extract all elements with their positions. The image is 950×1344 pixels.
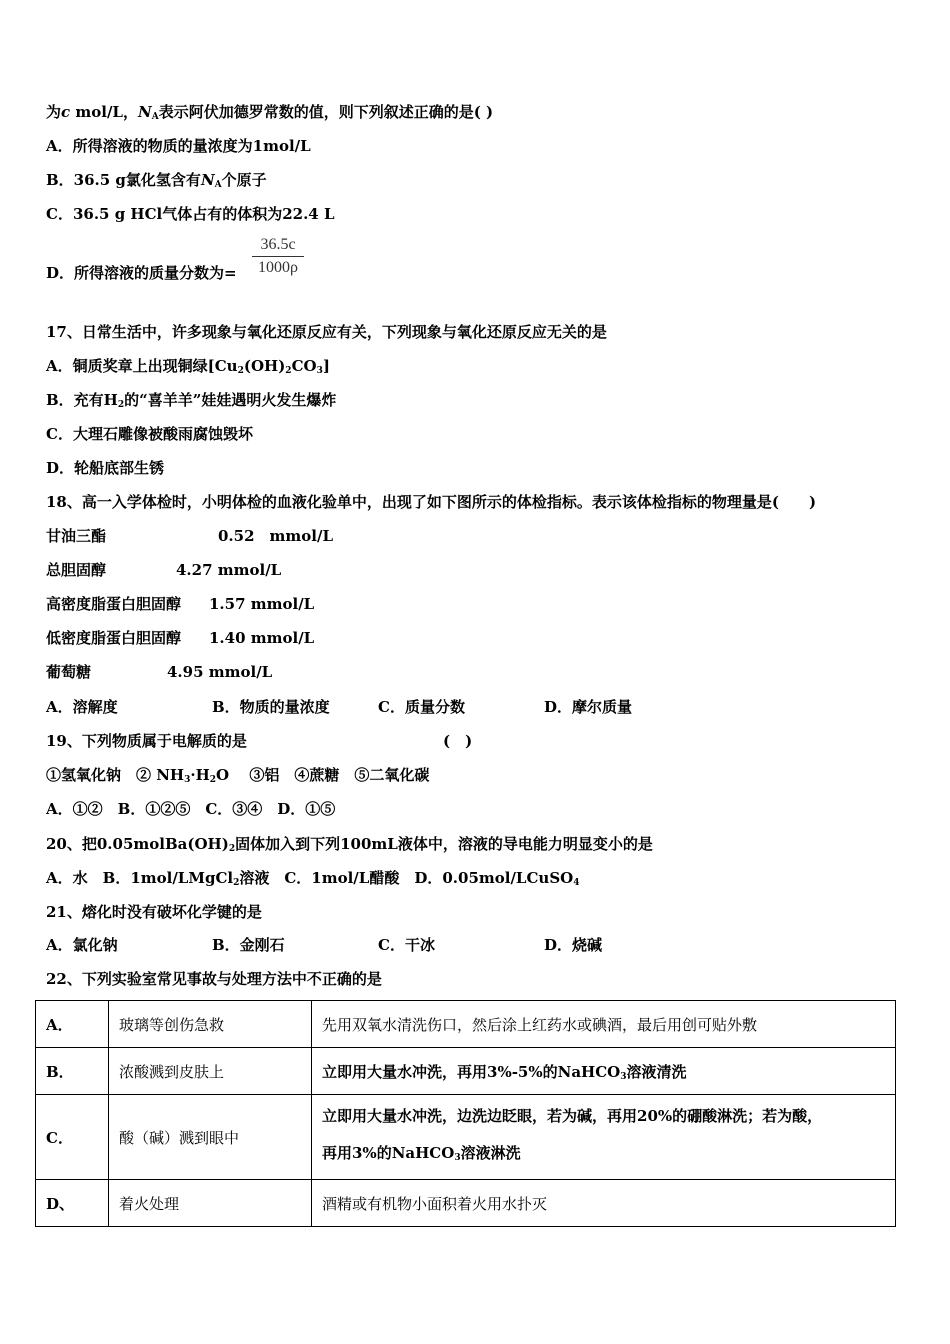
row-label: C． bbox=[36, 1095, 109, 1180]
q16-option-a: A．所得溶液的物质的量浓度为1mol/L bbox=[46, 137, 311, 155]
lab-row: 甘油三酯 0.52 mmol/L bbox=[46, 527, 334, 545]
q18-stem: 18、高一入学体检时，小明体检的血液化验单中，出现了如下图所示的体检指标。表示该体检指标的物理量是( ) bbox=[46, 493, 817, 511]
table-row bbox=[36, 1001, 896, 1048]
q17-option-b: B．充有$H_2$的“喜羊羊”娃娃遇明火发生爆炸 bbox=[46, 391, 337, 410]
q17-stem: 17、日常生活中，许多现象与氧化还原反应有关，下列现象与氧化还原反应无关的是 bbox=[46, 323, 607, 341]
q19-stem: 19、下列物质属于电解质的是 ( ) bbox=[46, 732, 473, 750]
accident-cell: 玻璃等创伤急救 bbox=[109, 1001, 312, 1048]
fraction-numerator: 36.5c bbox=[252, 236, 304, 257]
q16-option-d: D．所得溶液的质量分数为= bbox=[46, 264, 237, 282]
q21-options: A．氯化钠 B．金刚石 C．干冰 D．烧碱 bbox=[46, 936, 603, 954]
mass-fraction-formula bbox=[252, 236, 304, 277]
q16-stem: 为c mol/L，$N_A$表示阿伏加德罗常数的值，则下列叙述正确的是( ) bbox=[46, 103, 494, 122]
q20-stem: 20、把$0.05molBa(OH)_2$固体加入到下列100mL液体中，溶液的导电能力明显变小的是 bbox=[46, 835, 653, 854]
lab-row: 总胆固醇 4.27 mmol/L bbox=[46, 561, 282, 579]
accident-cell: 浓酸溅到皮肤上 bbox=[109, 1048, 312, 1095]
table-row bbox=[36, 1048, 896, 1095]
method-cell: 先用双氧水清洗伤口，然后涂上红药水或碘酒，最后用创可贴外敷 bbox=[312, 1001, 896, 1048]
method-cell: 立即用大量水冲洗，边洗边眨眼，若为碱，再用20%的硼酸淋洗；若为酸， 再用3%的NaHCO$_3$溶液淋洗 bbox=[312, 1095, 896, 1180]
accident-cell: 着火处理 bbox=[109, 1180, 312, 1227]
q16-option-b: B．36.5 g氯化氢含有$N_A$个原子 bbox=[46, 171, 267, 190]
q17-option-a: A．铜质奖章上出现铜绿$[Cu_2(OH)_2CO_3]$ bbox=[46, 357, 330, 376]
table-row bbox=[36, 1095, 896, 1180]
lab-row: 葡萄糖 4.95 mmol/L bbox=[46, 663, 273, 681]
q17-option-d: D．轮船底部生锈 bbox=[46, 459, 165, 477]
row-label: A． bbox=[36, 1001, 109, 1048]
lab-row: 高密度脂蛋白胆固醇 1.57 mmol/L bbox=[46, 595, 315, 613]
q22-stem: 22、下列实验室常见事故与处理方法中不正确的是 bbox=[46, 970, 382, 988]
q16-option-c: C．36.5 g HCl气体占有的体积为22.4 L bbox=[46, 205, 335, 223]
q19-items: ①氢氧化钠 ② $NH_3\cdot H_2O$ ③铝 ④蔗糖 ⑤二氧化碳 bbox=[46, 766, 430, 785]
row-label: D、 bbox=[36, 1180, 109, 1227]
q20-options: A．水 B．1mol/LMgCl$_2$溶液 C．1mol/L醋酸 D．0.05mol/LCuSO$_4$ bbox=[46, 869, 580, 888]
q19-answers: A．①② B．①②⑤ C．③④ D．①⑤ bbox=[46, 800, 336, 818]
row-label: B． bbox=[36, 1048, 109, 1095]
q18-options: A．溶解度 B．物质的量浓度 C．质量分数 D．摩尔质量 bbox=[46, 698, 633, 716]
table-row bbox=[36, 1180, 896, 1227]
q17-option-c: C．大理石雕像被酸雨腐蚀毁坏 bbox=[46, 425, 253, 443]
accident-table bbox=[35, 1000, 896, 1227]
lab-row: 低密度脂蛋白胆固醇 1.40 mmol/L bbox=[46, 629, 315, 647]
fraction-denominator: 1000ρ bbox=[258, 259, 298, 276]
method-cell: 酒精或有机物小面积着火用水扑灭 bbox=[312, 1180, 896, 1227]
method-cell: 立即用大量水冲洗，再用3%-5%的NaHCO$_3$溶液清洗 bbox=[312, 1048, 896, 1095]
q21-stem: 21、熔化时没有破坏化学键的是 bbox=[46, 903, 262, 921]
accident-cell: 酸（碱）溅到眼中 bbox=[109, 1095, 312, 1180]
